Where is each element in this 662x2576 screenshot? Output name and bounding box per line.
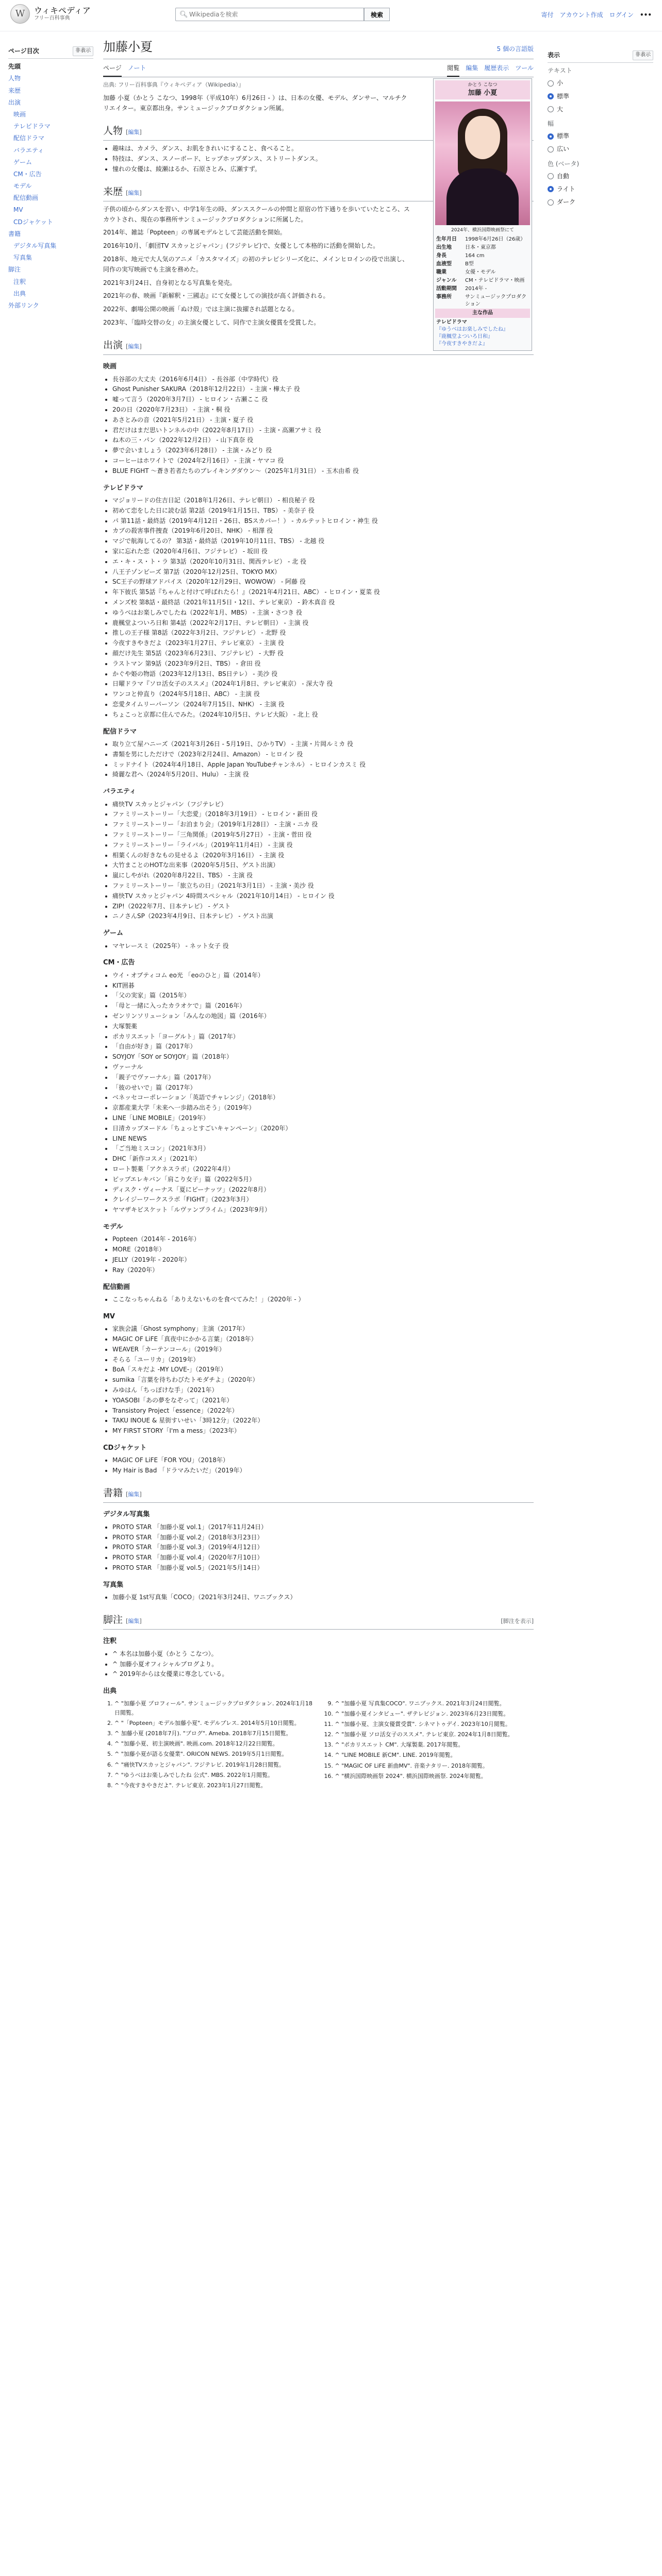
edit-section-link[interactable]: 編集 xyxy=(128,189,140,196)
subsection-heading: 出典 xyxy=(103,1687,117,1696)
list-item: • 恋愛タイムリーパーソン（2024年7月15日、NHK） - 主演 役 xyxy=(112,700,534,710)
infobox-row xyxy=(435,277,530,285)
toc-item[interactable]: 出演 xyxy=(8,98,21,106)
toc-header xyxy=(8,46,93,59)
list-item: • ね木の三・パン（2022年12月2日） - 山下真奈 役 xyxy=(112,435,534,446)
infobox-value: 女優・モデル xyxy=(465,269,496,276)
toc-item[interactable]: 配信動画 xyxy=(13,194,39,202)
list-item: • そらる「ユーリカ」（2019年） xyxy=(112,1355,534,1365)
search-icon: 🔍︎ xyxy=(179,11,188,19)
notes-list xyxy=(103,1649,534,1680)
list-item: • 大塚製薬 xyxy=(112,1022,534,1032)
infobox-key: 出生地 xyxy=(436,245,452,251)
list-item: • 相葉くんの好きなもの見せるよ（2020年3月16日） - 主演 役 xyxy=(112,851,534,861)
from-wikipedia-note: 出典: フリー百科事典『ウィキペディア（Wikipedia）』 xyxy=(103,81,244,88)
color-title: 色 (ベータ) xyxy=(548,160,580,167)
table-of-contents xyxy=(8,46,93,312)
toc-item[interactable]: 出典 xyxy=(13,290,26,297)
edit-section-link[interactable]: 編集 xyxy=(128,128,140,135)
infobox-kana: かとう こなつ xyxy=(468,82,498,88)
radio-icon[interactable] xyxy=(548,106,554,112)
subsection-heading: デジタル写真集 xyxy=(103,1511,150,1519)
list-item: • 家族会議「Ghost symphony」主演（2017年） xyxy=(112,1324,534,1334)
list-item: • Popteen（2014年 - 2016年） xyxy=(112,1234,534,1245)
infobox-value: CM・テレビドラマ・映画 xyxy=(465,278,525,284)
appearance-title: 表示 xyxy=(548,52,560,59)
list-item: 14. ^ "LINE MOBILE 新CM". LINE. 2019年閲覧。 xyxy=(335,1751,534,1760)
list-item: • DHC「新作コスメ」（2021年） xyxy=(112,1154,534,1164)
list-item: • ミッドナイト（2024年4月18日、Apple Japan YouTubeチャンネル） - ヒロインカスミ 役 xyxy=(112,760,534,770)
toc-item[interactable]: 来歴 xyxy=(8,87,21,94)
toc-item[interactable]: 脚注 xyxy=(8,266,21,274)
infobox-value: サンミュージックプロダクション xyxy=(465,294,527,308)
more-menu-icon[interactable]: ••• xyxy=(639,11,652,19)
list-item: • TAKU INOUE & 星街すいせい「3時12分」（2022年） xyxy=(112,1416,534,1426)
list-item: • 趣味は、カメラ、ダンス、お肌をきれいにすること、食べること。 xyxy=(112,144,422,154)
list-item: • カブの殺害事件捜査（2019年6月20日、NHK） - 相澤 役 xyxy=(112,526,534,536)
list-item: • KIT囲碁 xyxy=(112,981,534,991)
paragraph: 2023年、「臨時交替の女」の主演女優として、同作で主演女優賞を受賞した。 xyxy=(103,319,320,327)
radio-option[interactable] xyxy=(548,103,653,116)
infobox-key: 活動期間 xyxy=(436,286,457,292)
page-title: 加藤小夏 xyxy=(103,40,153,54)
paragraph: 2016年10月、「劇団TV スカッとジャパン」(フジテレビ)で、女優として本格的に活動を開始した。 xyxy=(103,242,379,250)
list-item: • ここなっちゃんねる「ありえないものを食べてみた！」（2020年 - ） xyxy=(112,1295,534,1305)
site-header xyxy=(0,0,662,31)
infobox-row xyxy=(435,252,530,260)
web-drama-list xyxy=(103,739,534,780)
section-heading: 書籍 [編集] xyxy=(103,1485,534,1503)
radio-label: 標準 xyxy=(557,132,570,140)
infobox-table xyxy=(435,235,530,309)
list-item: • ポカリスエット「ヨーグルト」篇（2017年） xyxy=(112,1032,534,1042)
infobox-key: 血液型 xyxy=(436,261,452,267)
list-item: • My Hair is Bad 「ドラマみたいだ」（2019年） xyxy=(112,1466,534,1476)
paragraph: 2021年3月24日、自身初となる写真集を発売。 xyxy=(103,279,236,286)
toc-item[interactable]: バラエティ xyxy=(13,146,44,154)
list-item: • ワンコと仲直り（2024年5月18日、ABC） - 主演 役 xyxy=(112,689,534,700)
cd-jacket-list xyxy=(103,1455,534,1476)
donate-link[interactable]: 寄付 xyxy=(541,11,554,19)
paragraph: 2018年、地元で大人気のアニメ「カスタマイズ」の初のテレビシリーズ化に、メインヒロインの役で出演し、同作の実写映画でも主演を務めた。 xyxy=(103,256,409,273)
toc-item[interactable]: MV xyxy=(13,206,23,214)
list-item: 6. ^ "痛快TVスカッとジャパン". フジテレビ. 2019年1月28日閲覧。 xyxy=(114,1760,313,1770)
list-item: • ちょこっと京都に住んでみた。（2024年10月5日、テレビ大阪） - 北上 役 xyxy=(112,710,534,720)
list-item: • MORE（2018年） xyxy=(112,1245,534,1255)
list-item: • PROTO STAR 「加藤小夏 vol.2」（2018年3月23日） xyxy=(112,1533,534,1543)
list-item: • MY FIRST STORY「I'm a mess」（2023年） xyxy=(112,1426,534,1436)
list-item: • 憧れの女優は、綾瀬はるか、石原さとみ、広瀬すず。 xyxy=(112,164,422,175)
list-item: • 20の日（2020年7月23日） - 主演・桐 役 xyxy=(112,405,534,415)
wikipedia-logo[interactable] xyxy=(10,4,91,24)
infobox-key: 身長 xyxy=(436,253,446,259)
list-item: • ラストマン 第9話（2023年9月2日、TBS） - 倉田 役 xyxy=(112,659,534,669)
list-item: 11. ^ "加藤小夏、主演女優賞受賞". シネマトゥデイ. 2023年10月閲覧。 xyxy=(335,1720,534,1729)
lead-paragraph: 加藤 小夏（かとう こなつ、1998年（平成10年）6月26日 - ）は、日本の女優、モデル、ダンサー、マルチクリエイター。東京都出身。サンミュージックプロダクション所属。 xyxy=(103,94,407,112)
search-form xyxy=(175,8,390,21)
list-item: • PROTO STAR 「加藤小夏 vol.4」（2020年7月10日） xyxy=(112,1553,534,1563)
infobox-key: ジャンル xyxy=(436,278,457,284)
list-item: • 八王子ゾンビーズ 第7話（2020年12月25日、TOKYO MX） xyxy=(112,567,534,578)
list-item: • エ・キ・ス・ト・ラ 第3話（2020年10月31日、関西テレビ） - 北 役 xyxy=(112,557,534,567)
works-item[interactable]: 『今夜すきやきだよ』 xyxy=(436,341,488,347)
radio-icon[interactable] xyxy=(548,186,554,192)
works-list xyxy=(436,326,529,348)
logo-wordmark: ウィキペディア xyxy=(34,6,91,16)
list-item: • MAGIC OF LiFE「真夜中にかかる言葉」（2018年） xyxy=(112,1334,534,1345)
subsection-heading: モデル xyxy=(103,1223,123,1231)
list-item: • SC王子の野球アドバイス（2020年12月29日、WOWOW） - 阿藤 役 xyxy=(112,577,534,587)
infobox-name: 加藤 小夏 xyxy=(468,89,498,97)
list-item: • 「母と一緒に入ったカラオケで」篇（2016年） xyxy=(112,1001,534,1011)
infobox-value: 164 cm xyxy=(465,253,485,259)
subsection-heading: 映画 xyxy=(103,363,117,371)
infobox-works xyxy=(435,318,530,349)
list-item: • ウイ・オプティコム eo光 「eoのひと」篇（2014年） xyxy=(112,971,534,981)
appearance-hide-button[interactable]: 非表示 xyxy=(633,50,653,60)
list-item: • WEAVER「カーテンコール」（2019年） xyxy=(112,1345,534,1355)
list-item: • PROTO STAR 「加藤小夏 vol.3」（2019年4月12日） xyxy=(112,1543,534,1553)
game-list xyxy=(103,941,534,952)
list-item: • YOASOBI「あの夢をなぞって」（2021年） xyxy=(112,1396,534,1406)
tab-article[interactable]: ページ xyxy=(103,62,122,76)
photo-face xyxy=(465,116,500,159)
tab-tools[interactable]: ツール xyxy=(515,64,534,72)
infobox-row xyxy=(435,293,530,309)
list-item: • マヤレースミ（2025年） - ネット女子 役 xyxy=(112,941,534,952)
works-item[interactable]: 『ゆうべはお楽しみでしたね』 xyxy=(436,327,508,333)
subsection-heading: 配信ドラマ xyxy=(103,727,137,736)
infobox-value: B型 xyxy=(465,261,474,267)
radio-label: ライト xyxy=(557,185,575,193)
list-item: • 特技は、ダンス、スノーボード、ヒップホップダンス、ストリートダンス。 xyxy=(112,154,422,164)
radio-option[interactable] xyxy=(548,77,653,90)
list-item: • クレイジーワークスラボ「FIGHT」（2023年3月） xyxy=(112,1195,534,1205)
radio-option[interactable] xyxy=(548,130,653,143)
list-item: • ^ 2019年からは女優業に専念している。 xyxy=(112,1669,534,1680)
list-item: 13. ^ "ポカリスエット CM". 大塚製薬. 2017年閲覧。 xyxy=(335,1740,534,1750)
list-item: • LINE NEWS xyxy=(112,1134,534,1144)
list-item: • ヴァーナル xyxy=(112,1062,534,1073)
list-item: 12. ^ "加藤小夏 ソロ活女子のススメ". テレビ東京. 2024年1月8日閲覧。 xyxy=(335,1730,534,1739)
toc-title: ページ目次 xyxy=(8,47,39,55)
text-size-options xyxy=(548,77,653,116)
works-item[interactable]: 『鹿楓堂よついろ日和』 xyxy=(436,334,493,340)
infobox-key: 事務所 xyxy=(436,294,452,300)
toc-hide-button[interactable]: 非表示 xyxy=(73,46,93,56)
tab-history[interactable]: 履歴表示 xyxy=(484,64,509,72)
toc-item[interactable]: 外部リンク xyxy=(8,301,39,309)
film-list xyxy=(103,375,534,477)
paragraph: 2021年の春、映画『新解釈・三國志』にて女優としての演技が高く評価される。 xyxy=(103,292,329,300)
list-item: 2. ^ "「Popteen」モデル加藤小夏". モデルプレス. 2014年5月10日閲覧。 xyxy=(114,1719,313,1728)
photo-dress xyxy=(446,168,519,225)
infobox-row xyxy=(435,285,530,293)
video-list xyxy=(103,1295,534,1305)
infobox-title xyxy=(435,80,530,99)
toc-item[interactable]: 先頭 xyxy=(8,63,21,71)
list-item: • Ghost Punisher SAKURA（2018年12月22日） - 主演・樺太子 役 xyxy=(112,384,534,395)
list-item: • ^ 本名は加藤小夏（かとう こなつ）。 xyxy=(112,1649,534,1659)
list-item: • 夢で会いましょう（2023年6月28日） - 主演・みどり 役 xyxy=(112,446,534,456)
list-item: • 鹿楓堂よついろ日和 第4話（2022年2月17日、テレビ朝日） - 主演 役 xyxy=(112,618,534,629)
mv-list xyxy=(103,1324,534,1436)
toc-item[interactable]: 写真集 xyxy=(13,254,32,262)
radio-option[interactable] xyxy=(548,183,653,196)
list-item: • あさとみの音（2021年5月21日） - 主演・夏子 役 xyxy=(112,415,534,426)
infobox-key: 生年月日 xyxy=(436,236,457,243)
list-item: 16. ^ "横浜国際映画祭 2024". 横浜国際映画祭. 2024年閲覧。 xyxy=(335,1772,534,1781)
variety-list xyxy=(103,800,534,922)
list-item: • 顔だけ先生 第5話（2023年6月23日、フジテレビ） - 大野 役 xyxy=(112,649,534,659)
list-item: 4. ^ "加藤小夏、初主演映画". 映画.com. 2018年12月22日閲覧。 xyxy=(114,1739,313,1749)
list-item: • 君だけはまだ思いトンネルの中（2022年8月17日） - 主演・高瀬アサミ 役 xyxy=(112,426,534,436)
list-item: • PROTO STAR 「加藤小夏 vol.5」（2021年5月14日） xyxy=(112,1563,534,1573)
list-item: • BLUE FIGHT 〜蒼き若者たちのブレイキングダウン〜（2025年1月31日） - 玉木由希 役 xyxy=(112,466,534,477)
globe-logo-icon: W xyxy=(10,4,30,24)
list-item: • 「ご当地ミスコン」（2021年3月） xyxy=(112,1144,534,1154)
radio-icon[interactable] xyxy=(548,199,554,206)
toc-item[interactable]: 配信ドラマ xyxy=(13,134,45,142)
toc-item[interactable]: モデル xyxy=(13,182,32,190)
list-item: • 家に忘れた恋（2020年4月6日、フジテレビ） - 坂田 役 xyxy=(112,547,534,557)
list-item: 3. ^ 加藤小夏 (2018年7月). "ブログ". Ameba. 2018年7月15日閲覧。 xyxy=(114,1729,313,1738)
list-item: • 嵐にしやがれ（2020年8月22日、TBS） - 主演 役 xyxy=(112,871,534,881)
login-link[interactable]: ログイン xyxy=(609,11,634,19)
digital-photobook-list xyxy=(103,1522,534,1573)
personal-tools xyxy=(541,10,652,20)
edit-section-link[interactable]: 編集 xyxy=(128,343,140,350)
subsection-heading: CDジャケット xyxy=(103,1444,147,1452)
edit-section-link[interactable]: 編集 xyxy=(128,1491,140,1498)
list-item: • LINE「LINE MOBILE」（2019年） xyxy=(112,1113,534,1124)
subsection-heading: 写真集 xyxy=(103,1581,124,1589)
list-item: • 「父の実家」篇（2015年） xyxy=(112,991,534,1001)
list-item: • 痛快TV スカッとジャパン（フジテレビ） xyxy=(112,800,534,810)
list-item: • ゆうべはお楽しみでしたね（2022年1月、MBS） - 主演・さつき 役 xyxy=(112,608,534,618)
radio-option[interactable] xyxy=(548,196,653,209)
logo-tagline: フリー百科事典 xyxy=(34,15,70,21)
search-button[interactable]: 検索 xyxy=(364,8,390,21)
model-list xyxy=(103,1234,534,1275)
text-size-title: テキスト xyxy=(548,67,572,75)
list-item: • マジで航海してるの？ 第3話・最終話（2019年10月11日、TBS） - 北越 役 xyxy=(112,536,534,547)
list-item: • Transistory Project「essence」（2022年） xyxy=(112,1406,534,1416)
toc-item[interactable]: CM・広告 xyxy=(13,170,42,178)
list-item: • 綺麗な君へ（2024年5月20日、Hulu） - 主演 役 xyxy=(112,770,534,780)
search-input[interactable] xyxy=(175,8,364,21)
footnote-toggle[interactable]: [脚注を表示] xyxy=(501,1618,534,1625)
infobox-row xyxy=(435,235,530,244)
subsection-heading: バラエティ xyxy=(103,788,136,796)
list-item: • ロート製薬「アクネスラボ」（2022年4月） xyxy=(112,1164,534,1175)
infobox-value: 2014年 - xyxy=(465,286,487,292)
page-title-bar xyxy=(103,37,534,59)
list-item: • マジョリードの住吉日記（2018年1月26日、テレビ朝日） - 相良秘子 役 xyxy=(112,496,534,506)
list-item: 9. ^ "加藤小夏 写真集COCO". ワニブックス. 2021年3月24日閲覧。 xyxy=(335,1699,534,1708)
list-item: • 京都産業大学「未来へ一歩踏み出そう」（2019年） xyxy=(112,1103,534,1113)
cm-list xyxy=(103,971,534,1215)
photobook-list xyxy=(103,1592,534,1603)
toc-item[interactable]: 注釈 xyxy=(13,278,26,285)
list-item: 10. ^ "加藤小夏インタビュー". ザテレビジョン. 2023年6月23日閲覧。 xyxy=(335,1709,534,1719)
radio-option[interactable] xyxy=(548,90,653,103)
radio-icon[interactable] xyxy=(548,146,554,152)
infobox-row xyxy=(435,244,530,252)
list-item: • 「自由が好き」篇（2017年） xyxy=(112,1042,534,1052)
infobox-works-title: 主な作品 xyxy=(435,309,530,318)
toc-item[interactable]: ゲーム xyxy=(13,158,32,166)
list-item: • ファミリーストーリー「お泊まり会」（2019年1月28日） - 主演・ニカ 役 xyxy=(112,820,534,830)
section-heading: 脚注 [編集] [脚注を表示] xyxy=(103,1612,534,1630)
radio-icon[interactable] xyxy=(548,93,554,99)
radio-icon[interactable] xyxy=(548,173,554,179)
list-item: • メンズ校 第8話・最終話（2021年11月5日・12日、テレビ東京） - 鈴木真音 役 xyxy=(112,598,534,608)
section-heading: 人物 [編集] xyxy=(103,123,534,141)
list-item: • ディスク・ヴィーナス「夏にピーナッツ」（2022年8月） xyxy=(112,1185,534,1195)
list-item: • ニノさんSP（2023年4月9日、日本テレビ） - ゲスト出演 xyxy=(112,911,534,922)
infobox-row xyxy=(435,268,530,277)
list-item: • ヤマザキビスケット「ルヴァンプライム」（2023年9月） xyxy=(112,1205,534,1215)
color-options xyxy=(548,170,653,209)
radio-label: 大 xyxy=(557,105,564,113)
subsection-heading: MV xyxy=(103,1312,115,1320)
portrait-photo[interactable] xyxy=(435,101,530,225)
toc-item[interactable]: デジタル写真集 xyxy=(13,242,57,249)
width-options xyxy=(548,130,653,156)
list-item: • 大竹まことのHOTな出来事（2020年5月5日、ゲスト出演） xyxy=(112,860,534,871)
list-item: • ゼンリンソリューション「みんなの地図」篇（2016年） xyxy=(112,1011,534,1022)
list-item: 1. ^ "加藤小夏 プロフィール". サンミュージックプロダクション. 2024年1月18日閲覧。 xyxy=(114,1699,313,1718)
main-content xyxy=(103,31,534,1790)
infobox-value: 1998年6月26日（26歳） xyxy=(465,236,526,243)
width-title: 幅 xyxy=(548,120,554,127)
list-item: • sumika「言葉を待ちわびたトモダチよ」（2020年） xyxy=(112,1375,534,1385)
list-item: • 痛快TV スカッとジャパン 4時間スペシャル（2021年10月14日） - ヒロイン 役 xyxy=(112,891,534,902)
list-item: • 取り立て屋ハニーズ（2021年3月26日 - 5月19日、ひかりTV） - 主演・片岡ルミカ 役 xyxy=(112,739,534,750)
infobox-row xyxy=(435,260,530,268)
infobox-key: 職業 xyxy=(436,269,446,276)
notes-block xyxy=(103,1649,534,1680)
list-item: • 加藤小夏 1st写真集「COCO」（2021年3月24日、ワニブックス） xyxy=(112,1592,534,1603)
radio-icon[interactable] xyxy=(548,133,554,140)
list-item: • SOYJOY「SOY or SOYJOY」篇（2018年） xyxy=(112,1052,534,1062)
list-item: • ^ 加藤小夏オフィシャルブログより。 xyxy=(112,1659,534,1670)
radio-option[interactable] xyxy=(548,143,653,156)
list-item: 15. ^ "MAGIC OF LiFE 新曲MV". 音楽ナタリー. 2018年閲覧。 xyxy=(335,1761,534,1771)
list-item: • ファミリーストーリー「旅立ちの日」（2021年3月1日） - 主演・美沙 役 xyxy=(112,881,534,891)
radio-label: 小 xyxy=(557,79,564,87)
list-item: • 嘘って言う（2020年3月7日） - ヒロイン・古瀬ここ 役 xyxy=(112,395,534,405)
list-item: • 「親子でヴァーナル」篇（2017年） xyxy=(112,1073,534,1083)
list-item: • コーヒーはホワイトで（2024年2月16日） - 主演・ヤマコ 役 xyxy=(112,456,534,466)
tab-talk[interactable]: ノート xyxy=(127,64,146,72)
list-item: • PROTO STAR 「加藤小夏 vol.1」（2017年11月24日） xyxy=(112,1522,534,1533)
list-item: • 長谷部の大丈夫（2016年6月4日） - 長谷部（中学時代）役 xyxy=(112,375,534,385)
radio-icon[interactable] xyxy=(548,80,554,87)
tv-drama-list xyxy=(103,496,534,720)
list-item: • JELLY（2019年 - 2020年） xyxy=(112,1255,534,1265)
list-item: 7. ^ "ゆうべはお楽しみでしたね 公式". MBS. 2022年1月閲覧。 xyxy=(114,1771,313,1780)
profile-list xyxy=(103,144,422,174)
page-tabs xyxy=(103,62,534,77)
list-item: • ZIP!（2022年7月、日本テレビ） - ゲスト xyxy=(112,902,534,912)
list-item: • 日清カップヌードル「ちょっとすごいキャンペーン」（2020年） xyxy=(112,1124,534,1134)
list-item: • パ 第11話・最終話（2019年4月12日・26日、BSスカパー！） - カルテットヒロイン・神生 役 xyxy=(112,516,534,527)
list-item: • 「彼のせいで」篇（2017年） xyxy=(112,1083,534,1093)
radio-label: 自動 xyxy=(557,172,570,180)
toc-item[interactable]: CDジャケット xyxy=(13,218,53,226)
references-list xyxy=(103,1699,534,1790)
list-item: • ファミリーストーリー「ライバル」（2019年11月4日） - 主演 役 xyxy=(112,840,534,851)
section-heading: 来歴 [編集] xyxy=(103,184,534,201)
list-item: • 今夜すきやきだよ（2023年1月27日、テレビ東京） - 主演 役 xyxy=(112,638,534,649)
subsection-heading: CM・広告 xyxy=(103,959,135,967)
toc-item[interactable]: 映画 xyxy=(13,110,26,118)
paragraph: 2014年、雑誌「Popteen」の専属モデルとして芸能活動を開始。 xyxy=(103,229,286,236)
list-item: 8. ^ "今夜すきやきだよ". テレビ東京. 2023年1月27日閲覧。 xyxy=(114,1781,313,1790)
radio-label: 標準 xyxy=(557,92,570,100)
list-item: • Ray（2020年） xyxy=(112,1265,534,1276)
language-button[interactable]: 5 個の言語版 xyxy=(496,45,534,53)
list-item: 5. ^ "加藤小夏が語る女優業". ORICON NEWS. 2019年5月1日閲覧。 xyxy=(114,1750,313,1759)
references-block xyxy=(103,1699,534,1790)
photo-caption: 2024年、横浜国際映画祭にて xyxy=(451,227,514,233)
subsection-heading: 注釈 xyxy=(103,1637,117,1646)
tab-edit[interactable]: 編集 xyxy=(466,64,478,72)
paragraph: 子供の頃からダンスを習い、中学1年生の時、ダンススクールの仲間と原宿の竹下通りを歩いていたところ、スカウトされ、現在の事務所サンミュージックプロダクションに所属した。 xyxy=(103,205,410,223)
section-heading: 出演 [編集] xyxy=(103,337,534,355)
radio-option[interactable] xyxy=(548,170,653,183)
list-item: • 年下彼氏 第5話『ちゃんと付けて呼ばれたら！』（2021年4月21日、ABC） - ヒロイン・夏菜 役 xyxy=(112,587,534,598)
toc-item[interactable]: テレビドラマ xyxy=(13,123,51,130)
list-item: • ファミリーストーリー「三角関係」（2019年5月27日） - 主演・菅田 役 xyxy=(112,830,534,840)
toc-item[interactable]: 書籍 xyxy=(8,230,21,238)
list-item: • 書類を男にしただけで（2023年2月24日、Amazon） - ヒロイン 役 xyxy=(112,750,534,760)
infobox-value: 日本・東京都 xyxy=(465,245,496,251)
list-item: • 初めて恋をした日に読む話 第2話（2019年1月15日、TBS） - 美奈子 役 xyxy=(112,506,534,516)
list-item: • ピップエレキバン「肩こり女子」篇（2022年5月） xyxy=(112,1175,534,1185)
tab-read[interactable]: 閲覧 xyxy=(447,62,459,76)
list-item: • ファミリーストーリー「大恋愛」（2018年3月19日） - ヒロイン・新田 役 xyxy=(112,809,534,820)
list-item: • 推しの王子様 第8話（2022年3月2日、フジテレビ） - 北野 役 xyxy=(112,628,534,638)
appearance-panel xyxy=(548,46,653,209)
subsection-heading: ゲーム xyxy=(103,929,124,938)
list-item: • かぐや姫の物語（2023年12月13日、BS日テレ） - 美沙 役 xyxy=(112,669,534,680)
create-account-link[interactable]: アカウント作成 xyxy=(559,11,603,19)
list-item: • BoA「スキだよ -MY LOVE-」（2019年） xyxy=(112,1365,534,1375)
list-item: • みゆはん「ちっぽけな手」（2021年） xyxy=(112,1385,534,1396)
radio-label: ダーク xyxy=(557,198,576,206)
toc-item[interactable]: 人物 xyxy=(8,75,21,82)
toc-list xyxy=(8,61,93,312)
works-label: テレビドラマ xyxy=(436,319,467,326)
subsection-heading: 配信動画 xyxy=(103,1283,130,1291)
edit-section-link[interactable]: 編集 xyxy=(128,1618,140,1625)
list-item: • 日曜ドラマ『ソロ活女子のススメ』（2024年1月8日、テレビ東京） - 深大寺 役 xyxy=(112,679,534,689)
list-item: • MAGIC OF LiFE「FOR YOU」（2018年） xyxy=(112,1455,534,1466)
appearance-header xyxy=(548,50,653,63)
radio-label: 広い xyxy=(557,145,570,153)
infobox xyxy=(433,78,532,351)
history-paragraphs xyxy=(103,205,412,328)
subsection-heading: テレビドラマ xyxy=(103,484,143,492)
paragraph: 2022年、劇場公開の映画「ぬけ殻」では主演に抜擢され話題となる。 xyxy=(103,306,299,313)
list-item: • ベネッセコーポレーション「英語でチャレンジ」（2018年） xyxy=(112,1093,534,1103)
